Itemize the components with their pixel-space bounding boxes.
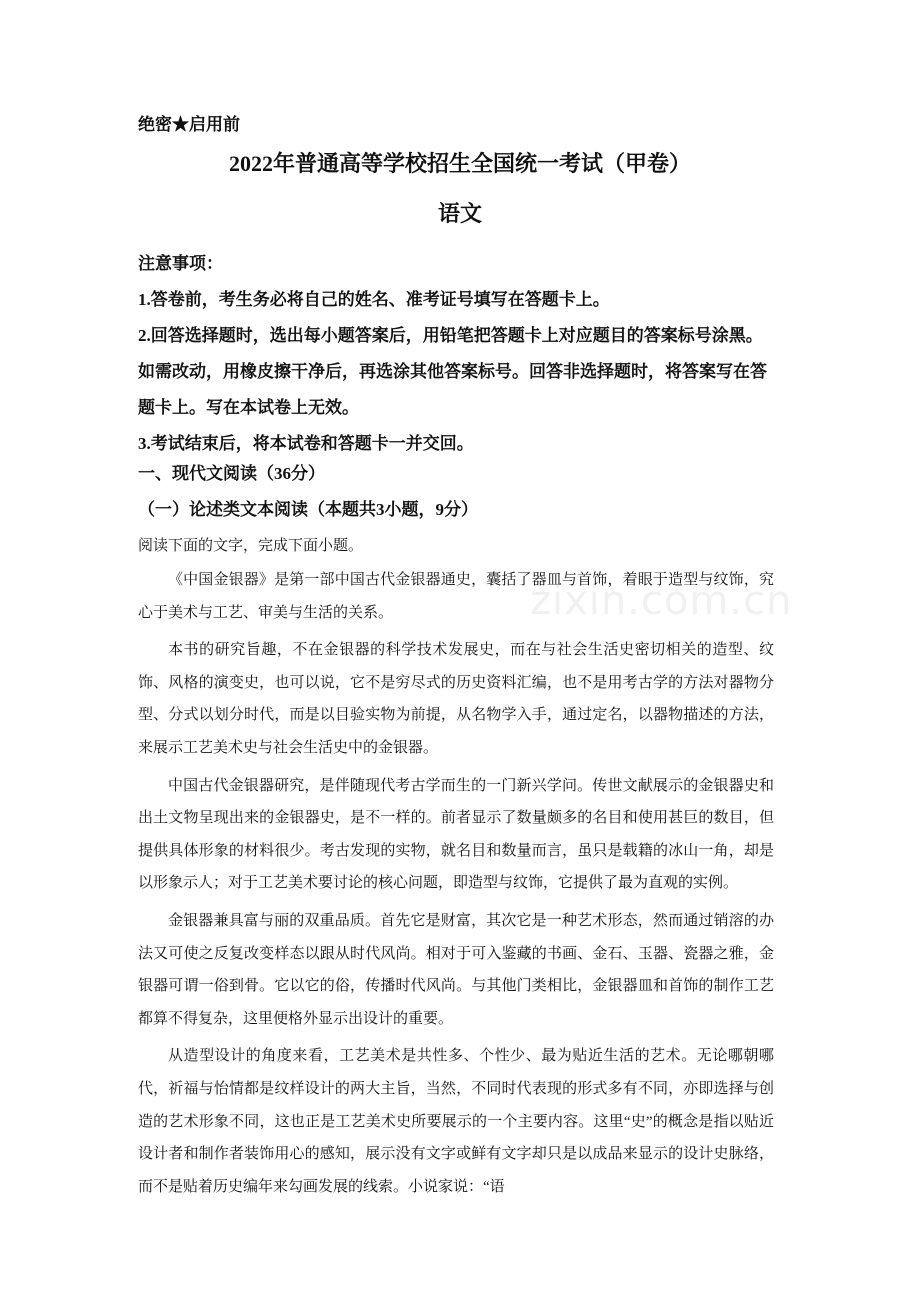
article-paragraph-4: 金银器兼具富与丽的双重品质。首先它是财富，其次它是一种艺术形态，然而通过销溶的办法又可使之反复改变样态以跟从时代风尚。相对于可入鉴藏的书画、金石、玉器、瓷器之雅，金银器可谓一俗到骨。它以它的俗，传播时代风尚。与其他门类相比，金银器皿和首饰的制作工艺都算不得复杂，这里便格外显示出设计的重要。	[138, 912, 774, 1027]
notice-item-1: 1.答卷前，考生务必将自己的姓名、准考证号填写在答题卡上。	[138, 290, 610, 309]
reading-article	[138, 564, 774, 1208]
subject-title: 语文	[437, 201, 482, 226]
article-paragraph-3: 中国古代金银器研究，是伴随现代考古学而生的一门新兴学问。传世文献展示的金银器史和出土文物呈现出来的金银器史，是不一样的。前者显示了数量颇多的名目和使用甚巨的数目，但提供具体形象的材料很少。考古发现的实物，就名目和数量而言，虽只是载籍的冰山一角，却是以形象示人；对于工艺美术要讨论的核心问题，即造型与纹饰，它提供了最为直观的实例。	[138, 777, 774, 892]
notice-heading: 注意事项：	[138, 254, 223, 273]
watermark: zixin.com.cn	[530, 578, 793, 624]
section-heading-part-one: 一、现代文阅读（36分）	[138, 464, 325, 483]
article-paragraph-1: 《中国金银器》是第一部中国古代金银器通史，囊括了器皿与首饰，着眼于造型与纹饰，究心于美术与工艺、审美与生活的关系。	[138, 572, 774, 621]
reading-instruction: 阅读下面的文字，完成下面小题。	[138, 536, 364, 554]
secret-mark: 绝密★启用前	[138, 115, 240, 134]
exam-title: 2022年普通高等学校招生全国统一考试（甲卷）	[228, 151, 691, 176]
notice-item-2: 2.回答选择题时，选出每小题答案后，用铅笔把答题卡上对应题目的答案标号涂黑。如需改动，用橡皮擦干净后，再选涂其他答案标号。回答非选择题时，将答案写在答题卡上。写在本试卷上无效。	[138, 326, 767, 417]
notice-block	[138, 246, 778, 462]
article-paragraph-5: 从造型设计的角度来看，工艺美术是共性多、个性少、最为贴近生活的艺术。无论哪朝哪代，祈福与怡情都是纹样设计的两大主旨，当然，不同时代表现的形式多有不同，亦即选择与创造的艺术形象不同，这也正是工艺美术史所要展示的一个主要内容。这里“史”的概念是指以贴近设计者和制作者装饰用心的感知，展示没有文字或鲜有文字却只是以成品来显示的设计史脉络，而不是贴着历史编年来勾画发展的线索。小说家说：“语	[138, 1048, 774, 1195]
section-heading-subpart-one: （一）论述类文本阅读（本题共3小题，9分）	[138, 500, 478, 519]
article-paragraph-2: 本书的研究旨趣，不在金银器的科学技术发展史，而在与社会生活史密切相关的造型、纹饰、风格的演变史，也可以说，它不是穷尽式的历史资料汇编，也不是用考古学的方法对器物分型、分式以划分时代，而是以目验实物为前提，从名物学入手，通过定名，以器物描述的方法，来展示工艺美术史与社会生活史中的金银器。	[138, 642, 774, 756]
notice-item-3: 3.考试结束后，将本试卷和答题卡一并交回。	[138, 434, 474, 453]
